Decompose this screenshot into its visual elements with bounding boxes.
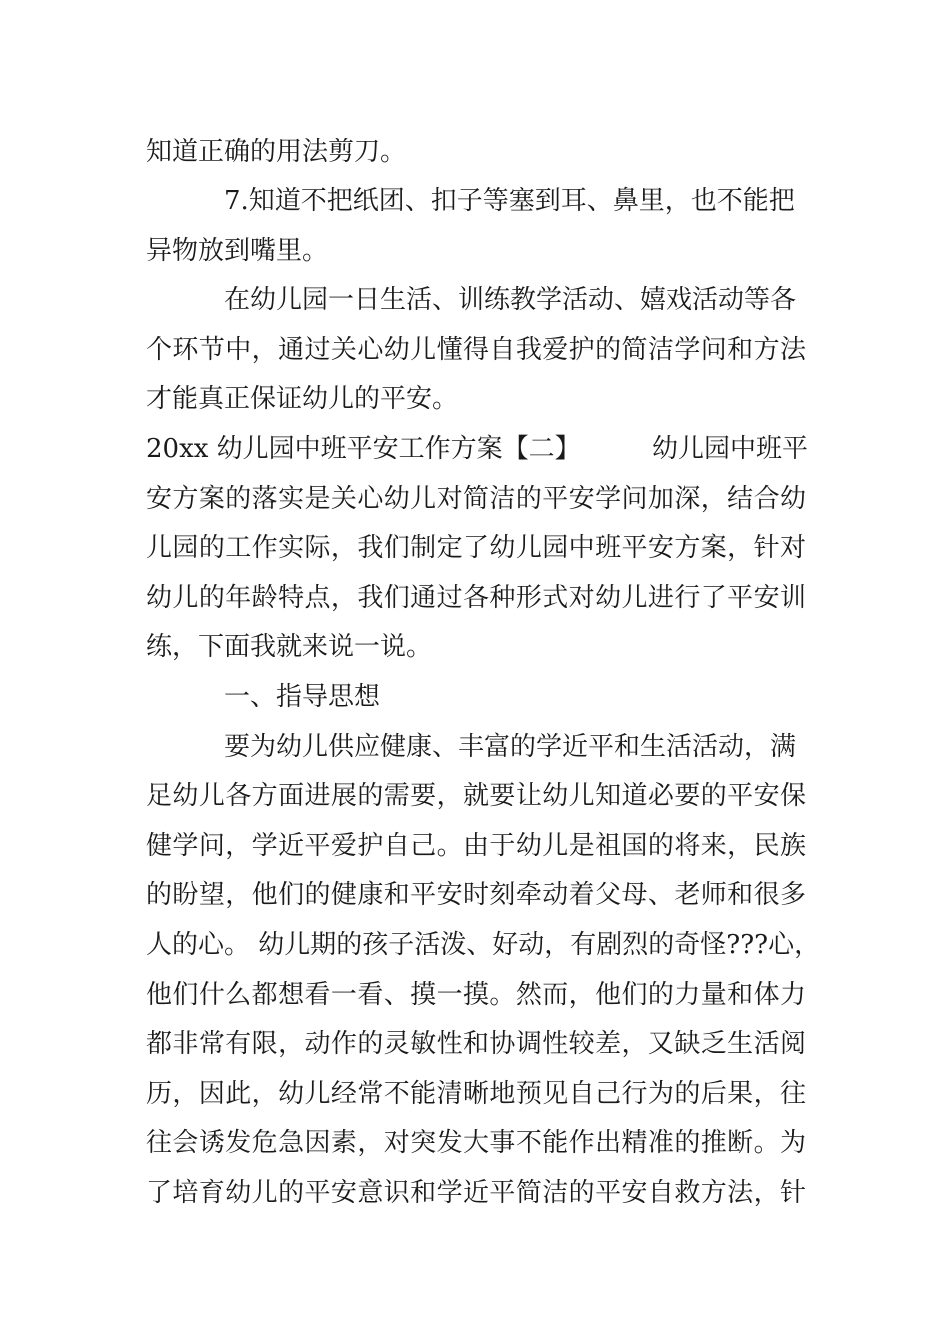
paragraph-line: 都非常有限，动作的灵敏性和协调性较差，又缺乏生活阅 — [146, 1029, 806, 1059]
paragraph-line: 幼儿的年龄特点，我们通过各种形式对幼儿进行了平安训 — [146, 583, 806, 613]
list-item-7: 7.知道不把纸团、扣子等塞到耳、鼻里，也不能把 — [224, 186, 795, 216]
section-heading: 20xx 幼儿园中班平安工作方案【二】 — [146, 434, 581, 464]
paragraph-line: 要为幼儿供应健康、丰富的学近平和生活活动，满 — [224, 732, 797, 762]
paragraph-line: 幼儿园中班平 — [652, 434, 809, 464]
paragraph-line: 历，因此，幼儿经常不能清晰地预见自己行为的后果，往 — [146, 1079, 806, 1109]
paragraph-line: 个环节中，通过关心幼儿懂得自我爱护的简洁学问和方法 — [146, 335, 806, 365]
paragraph-line: 他们什么都想看一看、摸一摸。然而，他们的力量和体力 — [146, 980, 806, 1010]
paragraph-line: 练，下面我就来说一说。 — [146, 632, 433, 662]
paragraph-line: 儿园的工作实际，我们制定了幼儿园中班平安方案，针对 — [146, 533, 806, 563]
paragraph-line: 足幼儿各方面进展的需要，就要让幼儿知道必要的平安保 — [146, 781, 806, 811]
paragraph-line: 人的心。 幼儿期的孩子活泼、好动，有剧烈的奇怪???心， — [146, 930, 821, 960]
paragraph-line: 才能真正保证幼儿的平安。 — [146, 384, 459, 414]
paragraph-line: 的盼望，他们的健康和平安时刻牵动着父母、老师和很多 — [146, 880, 806, 910]
paragraph-line: 安方案的落实是关心幼儿对简洁的平安学问加深，结合幼 — [146, 484, 806, 514]
text-line-3: 异物放到嘴里。 — [146, 236, 329, 266]
subheading: 一、指导思想 — [224, 682, 381, 712]
paragraph-line: 在幼儿园一日生活、训练教学活动、嬉戏活动等各 — [224, 285, 797, 315]
text-line-1: 知道正确的用法剪刀。 — [146, 137, 407, 167]
paragraph-line: 往会诱发危急因素，对突发大事不能作出精准的推断。为 — [146, 1128, 806, 1158]
paragraph-line: 了培育幼儿的平安意识和学近平简洁的平安自救方法，针 — [146, 1178, 806, 1208]
paragraph-line: 健学问，学近平爱护自己。由于幼儿是祖国的将来，民族 — [146, 831, 806, 861]
